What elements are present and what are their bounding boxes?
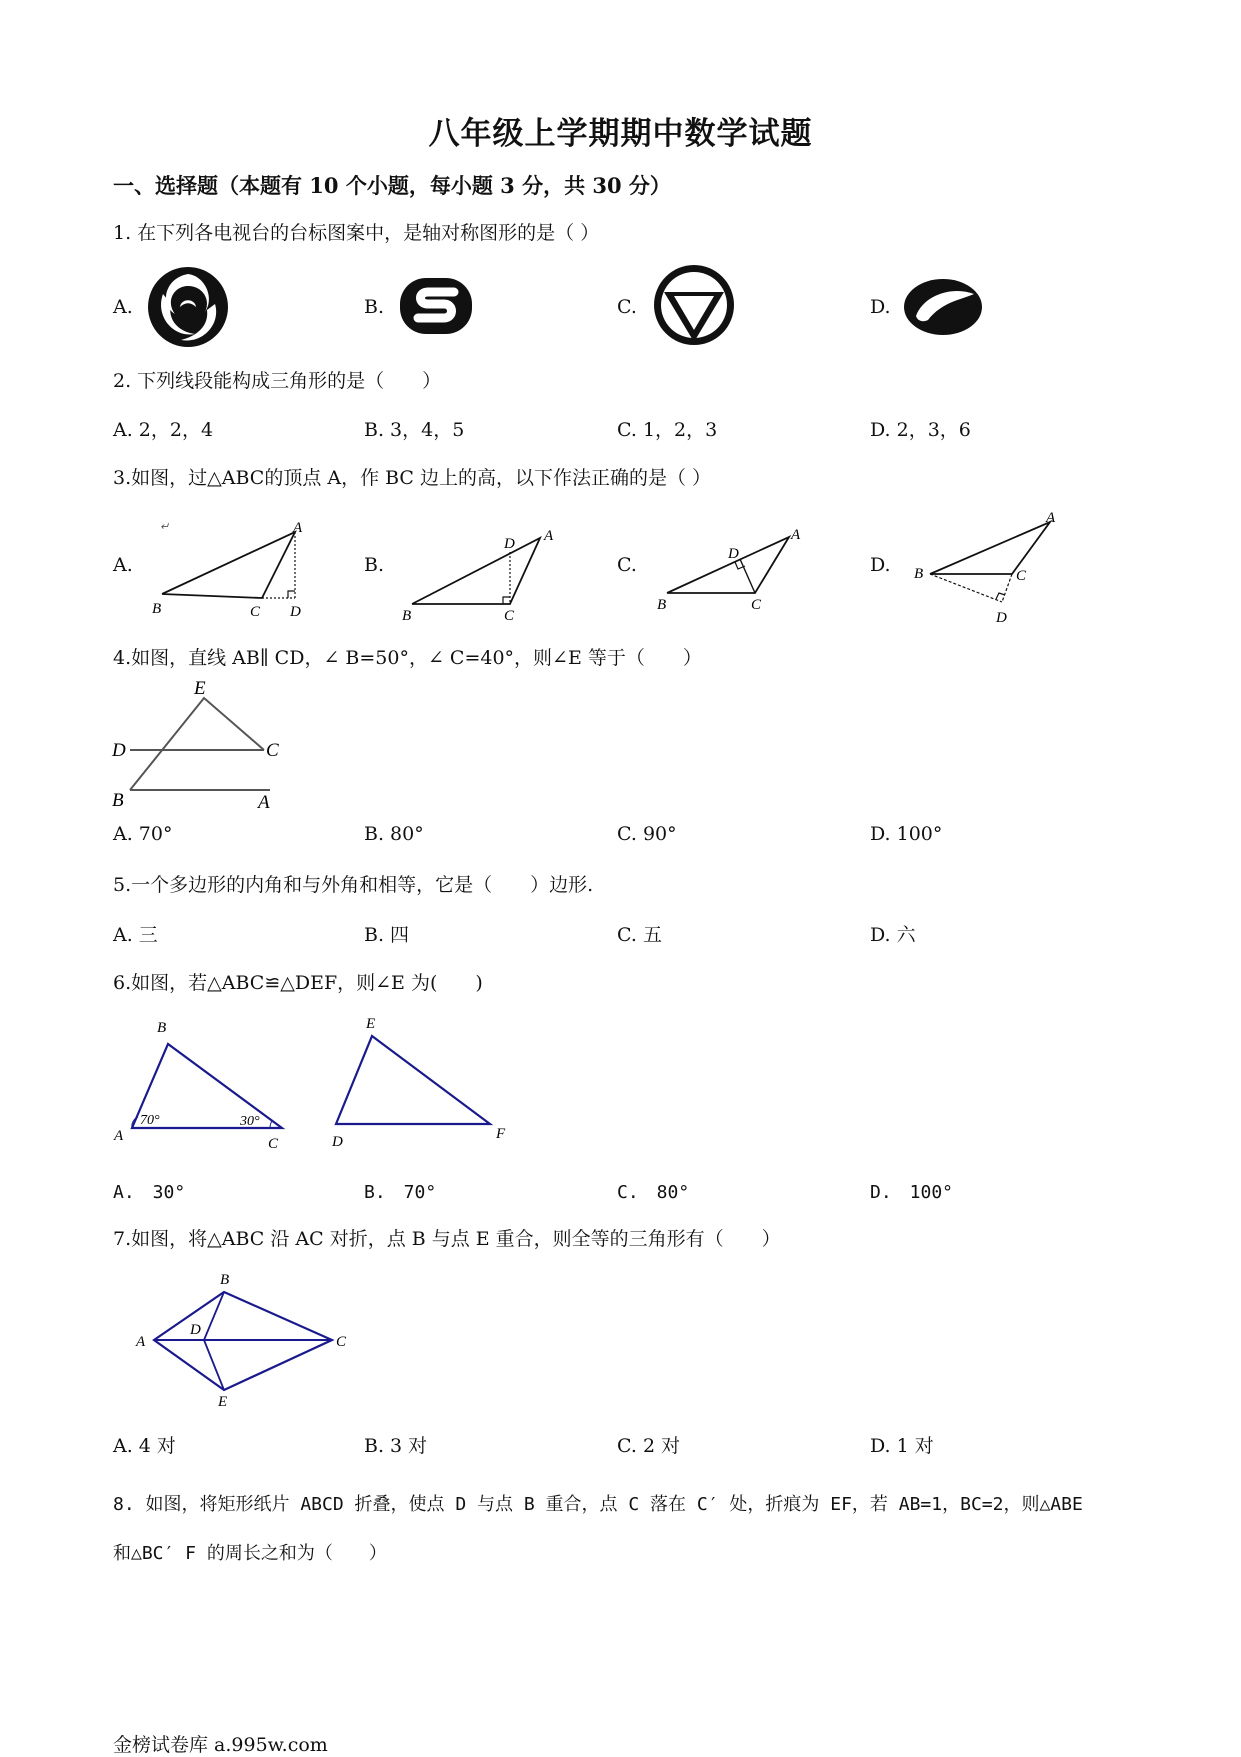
q6-label-e: E (366, 1016, 376, 1032)
question-4-stem: 4.如图，直线 AB∥ CD，∠ B=50°，∠ C=40°，则∠E 等于（ ） (113, 647, 702, 669)
question-3-stem: 3.如图，过△ABC的顶点 A，作 BC 边上的高，以下作法正确的是（ ） (113, 467, 712, 489)
q3b-label-b: B (402, 608, 412, 624)
question-8-stem-line-1: 8. 如图，将矩形纸片 ABCD 折叠，使点 D 与点 B 重合，点 C 落在 C′ 处，折痕为 EF，若 AB=1，BC=2，则△ABE (113, 1494, 1083, 1515)
q4-parallel-lines-figure (110, 672, 290, 812)
q4-label-d: D (112, 740, 126, 761)
q7-option-a: A. 4 对 (113, 1435, 176, 1457)
q3-figure-c (655, 525, 815, 615)
footer-source: 金榜试卷库 a.995w.com (113, 1734, 328, 1756)
tv-logo-b-s-shape-icon (398, 274, 474, 338)
q3b-label-c: C (504, 608, 515, 624)
question-1-stem: 1. 在下列各电视台的台标图案中，是轴对称图形的是（ ） (113, 222, 600, 244)
q6-angle-a-70: 70° (140, 1113, 160, 1128)
q1-option-d: D. (870, 296, 891, 318)
question-5-stem: 5.一个多边形的内角和与外角和相等，它是（ ）边形. (113, 874, 594, 896)
q3-figure-a (150, 518, 310, 618)
q7-option-b: B. 3 对 (364, 1435, 428, 1457)
q5-option-d: D. 六 (870, 924, 916, 946)
tv-logo-a-swirl-icon (145, 264, 231, 350)
q7-option-d: D. 1 对 (870, 1435, 934, 1457)
q3-option-a: A. (113, 554, 133, 576)
q3b-label-a: A (544, 528, 554, 544)
q7-option-c: C. 2 对 (617, 1435, 681, 1457)
q5-option-c: C. 五 (617, 924, 662, 946)
q4-option-b: B. 80° (364, 823, 424, 845)
q6-option-a: A. 30° (113, 1182, 186, 1203)
q3a-label-c: C (250, 604, 261, 620)
q4-option-a: A. 70° (113, 823, 173, 845)
q1-option-b: B. (364, 296, 385, 318)
q3-option-d: D. (870, 554, 891, 576)
q3d-label-b: B (914, 566, 924, 582)
q6-congruent-triangles-figure (110, 1012, 530, 1162)
question-8-stem-line-2: 和△BC′ F 的周长之和为（ ） (113, 1543, 387, 1564)
q6-label-b: B (157, 1020, 167, 1036)
q5-option-b: B. 四 (364, 924, 410, 946)
q3-option-b: B. (364, 554, 385, 576)
q3-option-c: C. (617, 554, 637, 576)
q7-label-b: B (220, 1272, 230, 1288)
question-7-stem: 7.如图，将△ABC 沿 AC 对折，点 B 与点 E 重合，则全等的三角形有（ ） (113, 1228, 781, 1250)
q4-label-a: A (258, 792, 270, 813)
q6-option-b: B. 70° (364, 1182, 437, 1203)
q1-option-a: A. (113, 296, 133, 318)
q3a-label-a: A (293, 520, 303, 536)
q7-label-e: E (218, 1394, 228, 1410)
q6-option-d: D. 100° (870, 1182, 954, 1203)
q3-figure-d (912, 510, 1072, 630)
q6-option-c: C. 80° (617, 1182, 690, 1203)
q4-label-e: E (194, 678, 206, 699)
q4-option-d: D. 100° (870, 823, 943, 845)
q7-label-a: A (136, 1334, 146, 1350)
q6-label-d: D (332, 1134, 343, 1150)
q4-option-c: C. 90° (617, 823, 677, 845)
q1-option-c: C. (617, 296, 637, 318)
q7-kite-figure (130, 1270, 370, 1410)
q3c-label-a: A (791, 527, 801, 543)
q3c-label-b: B (657, 597, 667, 613)
q3d-label-c: C (1016, 568, 1027, 584)
q7-label-c: C (336, 1334, 347, 1350)
q6-label-c: C (268, 1136, 279, 1152)
q3a-label-d: D (290, 604, 301, 620)
tv-logo-c-circle-v-icon (652, 262, 736, 348)
q6-label-a: A (114, 1128, 124, 1144)
tv-logo-d-leaf-icon (902, 276, 984, 338)
q3d-label-a: A (1046, 510, 1056, 526)
q7-label-d: D (190, 1322, 201, 1338)
question-2-stem: 2. 下列线段能构成三角形的是（ ） (113, 370, 442, 392)
question-6-stem: 6.如图，若△ABC≌△DEF，则∠E 为( ) (113, 972, 483, 994)
q3a-label-b: B (152, 601, 162, 617)
q3c-label-c: C (751, 597, 762, 613)
q6-angle-c-30: 30° (240, 1114, 260, 1129)
q2-option-b: B. 3，4，5 (364, 419, 465, 441)
q2-option-c: C. 1，2，3 (617, 419, 718, 441)
q3b-label-d: D (504, 536, 515, 552)
q4-label-b: B (112, 790, 124, 811)
q2-option-a: A. 2，2，4 (113, 419, 214, 441)
page-title: 八年级上学期期中数学试题 (428, 116, 813, 152)
svg-text:↵: ↵ (160, 521, 170, 533)
q3c-label-d: D (728, 546, 739, 562)
q4-label-c: C (266, 740, 279, 761)
q6-label-f: F (496, 1126, 506, 1142)
q3-figure-b (400, 522, 570, 622)
q2-option-d: D. 2，3，6 (870, 419, 971, 441)
section-heading: 一、选择题（本题有 10 个小题，每小题 3 分，共 30 分） (113, 173, 671, 198)
q5-option-a: A. 三 (113, 924, 158, 946)
q3d-label-d: D (996, 610, 1007, 626)
